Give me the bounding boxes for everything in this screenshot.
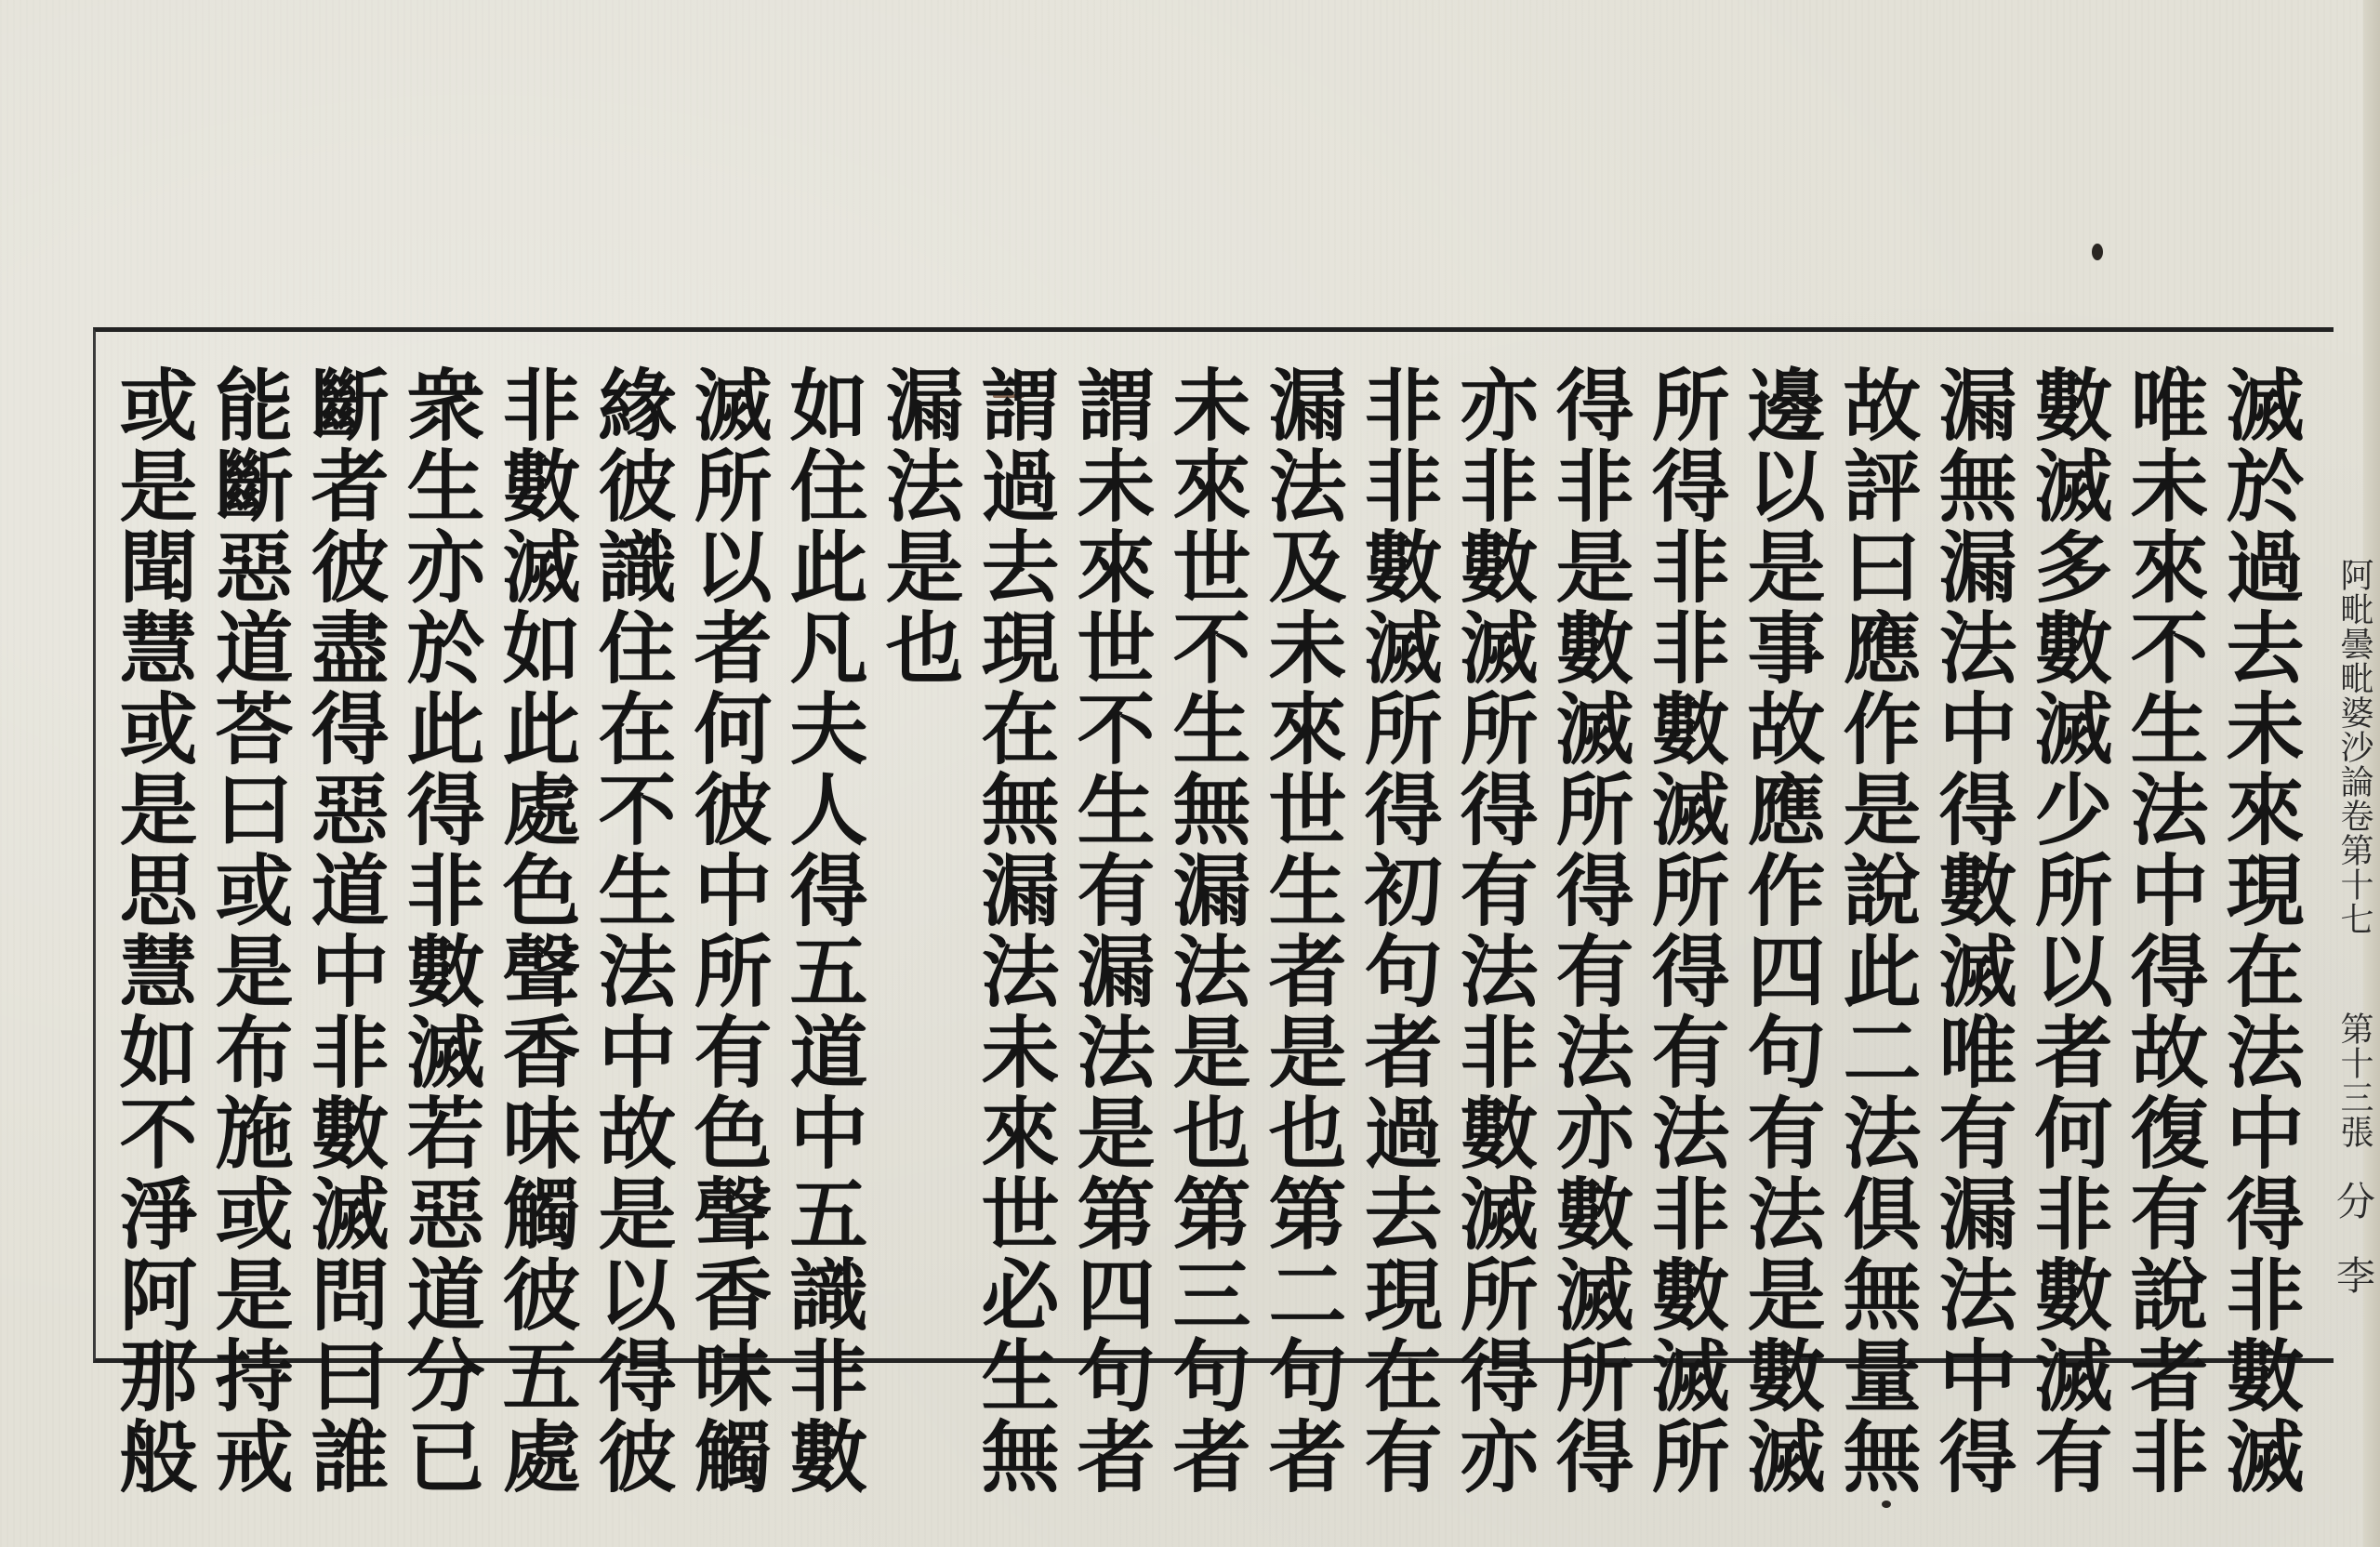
column-text: 漏法及未來世生者是也第二句者 (1256, 364, 1348, 1497)
column-text: 漏無漏法中得數滅唯有漏法中得 (1926, 364, 2018, 1497)
text-column (296, 364, 392, 1497)
text-column (1445, 364, 1541, 1497)
text-column (966, 364, 1063, 1497)
column-text: 如住此凡夫人得五道中五識非數 (777, 364, 869, 1497)
column-text: 非非數滅所得初句者過去現在有 (1352, 364, 1444, 1497)
text-column (679, 364, 775, 1497)
text-column (2115, 364, 2212, 1497)
text-column (104, 364, 201, 1497)
ink-speck (2092, 244, 2103, 260)
text-column (1157, 364, 1254, 1497)
text-column (200, 364, 297, 1497)
text-column (1732, 364, 1829, 1497)
column-text: 謂未來世不生有漏法是第四句者 (1064, 364, 1157, 1497)
column-text: 唯未來不生法中得故復有說者非 (2118, 364, 2210, 1497)
column-text: 故評曰應作是說此二法俱無量無 (1831, 364, 1923, 1497)
text-column (2019, 364, 2116, 1497)
column-text: 斷者彼盡得惡道中非數滅問曰誰 (298, 364, 390, 1497)
text-column (1349, 364, 1446, 1497)
column-text: 所得非非數滅所得有法非數滅所 (1639, 364, 1731, 1497)
text-column (774, 364, 871, 1497)
ink-speck (1882, 1501, 1891, 1508)
block-margin-notes (2331, 558, 2376, 1376)
column-text: 未來世不生無漏法是也第三句者 (1160, 364, 1252, 1497)
margin-page-number: 第十三張 (2335, 1012, 2373, 1149)
text-column (1828, 364, 1924, 1497)
column-text: 或是聞慧或是思慧如不淨阿那般 (107, 364, 199, 1497)
text-column (391, 364, 488, 1497)
text-column (1924, 364, 2020, 1497)
margin-title: 阿毗曇毗婆沙論卷第十七 (2335, 558, 2373, 936)
column-text: 滅所以者何彼中所有色聲香味觸 (681, 364, 774, 1497)
column-text: 數滅多數滅少所以者何非數滅有 (2022, 364, 2114, 1497)
column-text: 得非是數滅所得有法亦數滅所得 (1543, 364, 1635, 1497)
text-column (583, 364, 680, 1497)
text-column (1540, 364, 1637, 1497)
margin-mark: 李 (2331, 1255, 2376, 1294)
text-column (487, 364, 584, 1497)
column-text: 漏法是也 (873, 364, 965, 688)
text-column (1253, 364, 1350, 1497)
column-text: 邊以是事故應作四句有法是數滅 (1735, 364, 1827, 1497)
column-text: 亦非數滅所得有法非數滅所得亦 (1448, 364, 1540, 1497)
column-text: 能斷惡道荅曰或是布施或是持戒 (203, 364, 295, 1497)
column-text: 謂過去現在無漏法未來世必生無 (969, 364, 1061, 1497)
column-text: 非數滅如此處色聲香味觸彼五處 (490, 364, 582, 1497)
column-text: 衆生亦於此得非數滅若惡道分已 (394, 364, 486, 1497)
text-column (1062, 364, 1158, 1497)
text-column (870, 364, 967, 688)
margin-mark: 分 (2331, 1181, 2376, 1220)
column-text: 緣彼識住在不生法中故是以得彼 (586, 364, 678, 1497)
text-column (2211, 364, 2307, 1497)
text-column (1636, 364, 1733, 1497)
column-text: 滅於過去未來現在法中得非數滅 (2214, 364, 2306, 1497)
